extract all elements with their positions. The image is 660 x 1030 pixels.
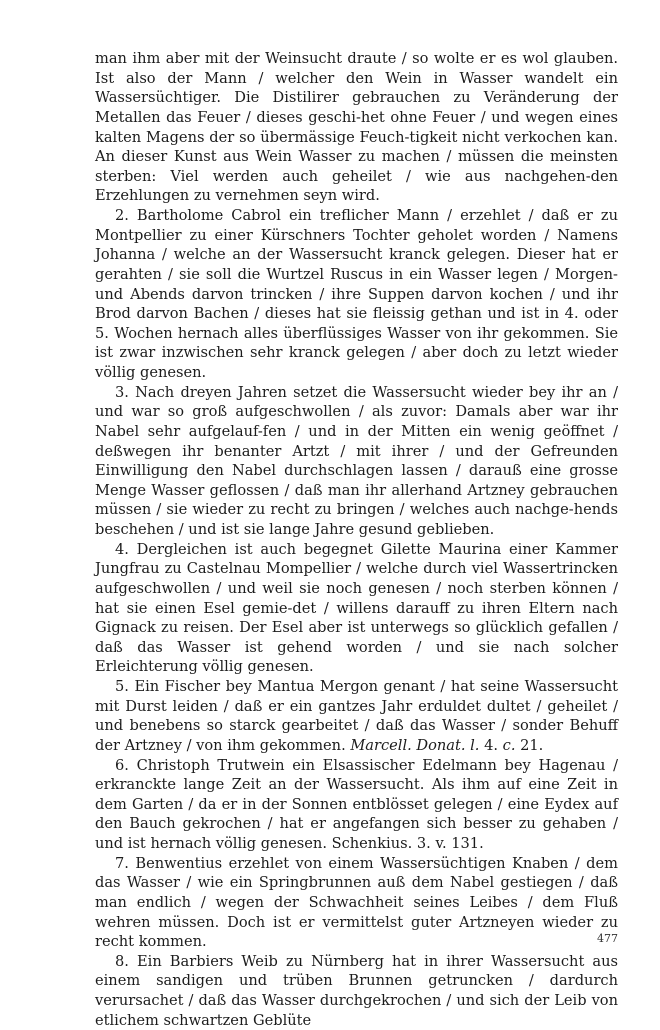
paragraph-continuation: man ihm aber mit der Weinsucht draute / so wolte er es wol glauben. Ist also der Mann / welcher den Wein in Wasser wandelt ein Wassersüchtiger. Die Distilirer gebrauchen zu Veränderung der Metallen das Feuer / dieses geschi-het ohne Feuer / und wegen eines kalten Magens der so übermässige Feuch-tigkeit nicht verkochen kan. An dieser Kunst aus Wein Wasser zu machen / müssen die meinsten sterben: Viel werden auch geheilet / wie aus nachgehen-den Erzehlungen zu vernehmen seyn wird. [95, 50, 618, 205]
citation-book: 4. [479, 736, 503, 754]
paragraph-7: 7. Benwentius erzehlet von einem Wassersüchtigen Knaben / dem das Wasser / wie ein Springbrunnen auß dem Nabel gestiegen / daß man endlich / wegen der Schwachheit seines Leibes / dem Fluß wehren müssen. Doch ist er vermittelst guter Artzneyen wieder zu recht kommen. [95, 854, 618, 951]
page-number: 477 [597, 932, 618, 945]
paragraph-5-text: 5. Ein Fischer bey Mantua Mergon genant / hat seine Wassersucht mit Durst leiden / daß er ein gantzes Jahr erduldet dultet / geheilet / und benebens so starck gearbeitet / daß das Wasser / sonder Behuff der Artzney / von ihm gekommen. [95, 678, 618, 754]
citation-chapter: 21. [515, 736, 544, 754]
paragraph-2: 2. Bartholome Cabrol ein treflicher Mann / erzehlet / daß er zu Montpellier zu einer Kürschners Tochter geholet worden / Namens Johanna / welche an der Wassersucht kranck gelegen. Dieser hat er gerahten / sie soll die Wurtzel Ruscus in ein Wasser legen / Morgen- und Abends darvon trincken / ihre Suppen darvon kochen / und ihr Brod darvon Bachen / dieses hat sie fleissig gethan und ist in 4. oder 5. Wochen hernach alles überflüssiges Wasser von ihr gekommen. Sie ist zwar inzwischen sehr kranck gelegen / aber doch zu letzt wieder völlig genesen. [95, 207, 618, 381]
paragraph-8: 8. Ein Barbiers Weib zu Nürnberg hat in ihrer Wassersucht aus einem sandigen und trüben Brunnen getruncken / dardurch verursachet / daß das Wasser durchgekrochen / und sich der Leib von etlichem schwartzen Geblüte [95, 952, 618, 1029]
paragraph-4: 4. Dergleichen ist auch begegnet Gilette Maurina einer Kammer Jungfrau zu Castelnau Mompellier / welche durch viel Wassertrincken aufgeschwollen / und weil sie noch genesen / noch sterben können / hat sie einen Esel gemie-det / willens darauff zu ihren Eltern nach Gignack zu reisen. Der Esel aber ist unterwegs so glücklich gefallen / daß das Wasser ist gehend worden / und sie nach solcher Erleichterung völlig genesen. [95, 540, 618, 676]
page-body [95, 49, 618, 1030]
paragraph-3: 3. Nach dreyen Jahren setzet die Wassersucht wieder bey ihr an / und war so groß aufgeschwollen / als zuvor: Damals aber war ihr Nabel sehr aufgelauf-fen / und in der Mitten ein wenig geöffnet / deßwegen ihr benanter Artzt / mit ihrer / und der Gefreunden Einwilligung den Nabel durchschlagen lassen / darauß eine grosse Menge Wasser geflossen / daß man ihr allerhand Artzney gebrauchen müssen / sie wieder zu recht zu bringen / welches auch nachge-hends beschehen / und ist sie lange Jahre gesund geblieben. [95, 383, 618, 538]
paragraph-5 [95, 677, 618, 756]
paragraph-6: 6. Christoph Trutwein ein Elsassischer Edelmann bey Hagenau / erkranckte lange Zeit an der Wassersucht. Als ihm auf eine Zeit in dem Garten / da er in der Sonnen entblösset gelegen / eine Eydex auf den Bauch gekrochen / hat er angefangen sich besser zu gehaben / und ist hernach völlig genesen. Schenkius. 3. v. 131. [95, 756, 618, 852]
citation-author: Marcell. Donat. l. [350, 736, 480, 754]
citation-chapter-label: c. [502, 736, 516, 754]
